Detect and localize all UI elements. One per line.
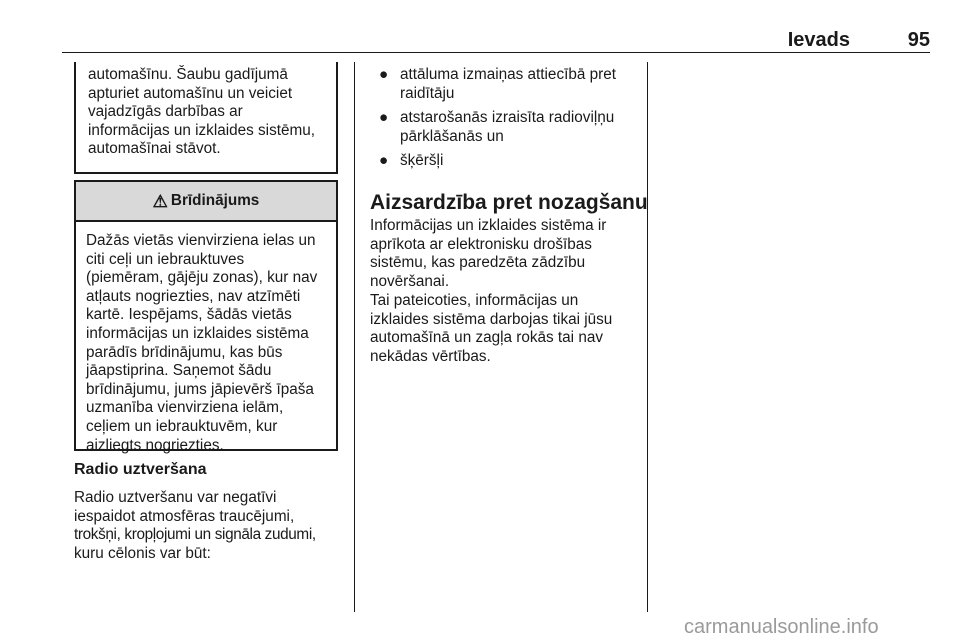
bullet-icon: ● <box>379 66 389 83</box>
text-line: novēršanai. <box>370 272 450 290</box>
warning-title: Brīdinājums <box>170 192 260 209</box>
warning-body <box>76 222 336 455</box>
text-line: Radio uztveršanu var negatīvi <box>74 489 277 506</box>
radio-reception-paragraph <box>74 489 346 563</box>
text-line: brīdinājumu, jums jāpievērš īpaša <box>86 380 314 398</box>
page-header <box>62 30 930 50</box>
text-line: sistēmu, kas paredzēta zādzību <box>370 254 586 272</box>
text-line: jāapstiprina. Saņemot šādu <box>86 362 272 380</box>
text-line: izklaides sistēma darbojas tikai jūsu <box>370 310 613 328</box>
list-item <box>370 66 636 103</box>
radio-reception-heading: Radio uztveršana <box>74 461 207 478</box>
text-line: apturiet automašīnu un veiciet <box>88 84 293 102</box>
watermark-text: carmanualsonline.info <box>684 616 879 638</box>
text-line: attāluma izmaiņas attiecībā pret <box>400 66 616 83</box>
text-line: uzmanība vienvirziena ielām, <box>86 399 284 417</box>
warning-box <box>74 180 338 454</box>
text-line: atļauts nogriezties, nav atzīmēti <box>86 287 301 305</box>
text-line: informācijas un izklaides sistēma <box>86 324 309 342</box>
text-line: aizliegts nogriezties. <box>86 436 224 454</box>
bullet-icon: ● <box>379 152 389 170</box>
text-line: nekādas vērtības. <box>370 347 491 365</box>
anti-theft-paragraph-2 <box>370 292 632 366</box>
list-item <box>370 109 636 146</box>
text-line: raidītāju <box>400 84 455 102</box>
text-line: automašīnu. Šaubu gadījumā <box>88 66 288 83</box>
text-line: kartē. Iespējams, šādās vietās <box>86 306 292 324</box>
text-line: Informācijas un izklaides sistēma ir <box>370 217 607 234</box>
text-line: automašīnai stāvot. <box>88 140 221 158</box>
text-line: pārklāšanās un <box>400 127 504 145</box>
text-line: citi ceļi un iebrauktuves <box>86 250 245 268</box>
text-line: informācijas un izklaides sistēmu, <box>88 121 315 139</box>
text-line: ceļiem un iebrauktuvēm, kur <box>86 417 278 435</box>
page-number: 95 <box>907 29 930 51</box>
warning-header <box>76 182 336 222</box>
text-line: automašīnā un zagļa rokās tai nav <box>370 329 603 347</box>
text-line: (piemēram, gājēju zonas), kur nav <box>86 269 318 287</box>
text-line: Tai pateicoties, informācijas un <box>370 292 579 309</box>
text-line: trokšņi, kropļojumi un signāla zudumi, <box>74 526 316 544</box>
text-line: atstarošanās izraisīta radioviļņu <box>400 109 615 127</box>
column-divider-1 <box>354 62 355 612</box>
text-line: kuru cēlonis var būt: <box>74 544 211 562</box>
section-title: Ievads <box>787 29 850 51</box>
list-item <box>370 152 636 171</box>
warning-triangle-icon: ⚠ <box>152 191 168 211</box>
text-line: Dažās vietās vienvirziena ielas un <box>86 232 316 249</box>
text-line: aprīkota ar elektronisku drošības <box>370 235 592 253</box>
column-divider-2 <box>647 62 648 612</box>
text-line: iespaidot atmosfēras traucējumi, <box>74 507 295 525</box>
text-line: šķēršļi <box>400 152 444 170</box>
continued-paragraph <box>88 66 336 159</box>
text-line: vajadzīgās darbības ar <box>88 103 243 121</box>
anti-theft-paragraph-1 <box>370 217 632 291</box>
anti-theft-heading: Aizsardzība pret nozagšanu <box>370 191 648 214</box>
interference-causes-list <box>370 66 636 177</box>
warning-paragraph <box>86 232 328 455</box>
text-line: parādīs brīdinājumu, kas būs <box>86 343 283 361</box>
header-rule <box>62 52 930 53</box>
continued-text-box <box>74 62 338 174</box>
bullet-icon: ● <box>379 109 389 127</box>
